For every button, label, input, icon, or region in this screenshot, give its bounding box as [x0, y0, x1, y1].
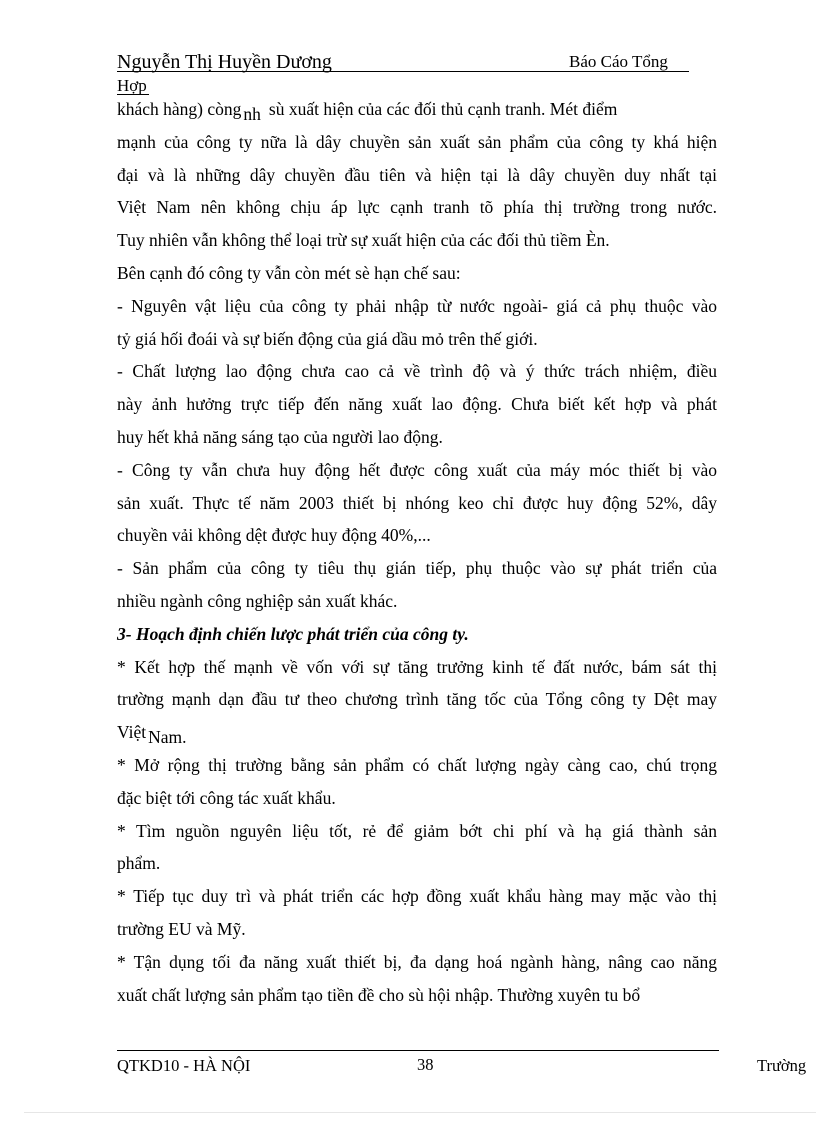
body-line: [117, 93, 717, 126]
body-line-part: sù xuất hiện của các đối thủ cạnh tranh. Mét điểm: [268, 99, 618, 119]
body-line-subscript: Nam.: [148, 727, 187, 748]
footer-right: Trường: [757, 1056, 807, 1075]
body-line: nhiều ngành công nghiệp sản xuất khác.: [117, 590, 398, 611]
body-line: * Tìm nguồn nguyên liệu tốt, rẻ để giảm bớt chi phí và hạ giá thành sản: [117, 820, 717, 841]
body-line-part: Việt: [117, 722, 147, 743]
body-line-part: khách hàng) còng: [117, 99, 242, 119]
body-line: Tuy nhiên vẫn không thể loại trừ sự xuất hiện của các đối thủ tiềm Èn.: [117, 230, 610, 251]
page-number: 38: [417, 1055, 434, 1074]
body-line: đặc biệt tới công tác xuất khẩu.: [117, 787, 336, 808]
header-rule: [117, 71, 689, 72]
body-line: phẩm.: [117, 853, 161, 874]
body-line: tỷ giá hối đoái và sự biến động của giá dầu mỏ trên thế giới.: [117, 328, 538, 349]
header-title-continuation: Hợp: [117, 76, 147, 95]
body-line: * Tiếp tục duy trì và phát triển các hợp đồng xuất khẩu hàng may mặc vào thị: [117, 886, 717, 907]
body-text: [117, 93, 717, 1011]
body-line: * Kết hợp thế mạnh về vốn với sự tăng trưởng kinh tế đất nước, bám sát thị: [117, 656, 717, 677]
body-line: này ảnh hưởng trực tiếp đến năng xuất lao động. Chưa biết kết hợp và phát: [117, 394, 717, 415]
body-line: đại và là những dây chuyền đầu tiên và hiện tại là dây chuyền duy nhất tại: [117, 164, 717, 185]
body-line: Việt Nam nên không chịu áp lực cạnh tranh tõ phía thị trường trong nước.: [117, 197, 717, 218]
body-line: chuyền vải không dệt được huy động 40%,...: [117, 525, 431, 546]
body-line: mạnh của công ty nữa là dây chuyền sản xuất sản phẩm của công ty khá hiện: [117, 131, 717, 152]
footer-left: QTKD10 - HÀ NỘI: [117, 1056, 251, 1075]
page-bottom-divider: [24, 1112, 816, 1113]
header-author: Nguyễn Thị Huyền Dương: [117, 51, 332, 73]
body-line: - Công ty vẫn chưa huy động hết được công xuất của máy móc thiết bị vào: [117, 459, 717, 480]
body-line: * Tận dụng tối đa năng xuất thiết bị, đa dạng hoá ngành hàng, nâng cao năng: [117, 951, 717, 972]
body-line: trường mạnh dạn đầu tư theo chương trình tăng tốc của Tổng công ty Dệt may: [117, 689, 717, 710]
body-line: sản xuất. Thực tế năm 2003 thiết bị nhóng keo chỉ được huy động 52%, dây: [117, 492, 717, 513]
body-line: - Chất lượng lao động chưa cao cả về trình độ và ý thức trách nhiệm, điều: [117, 361, 717, 382]
footer-rule: [117, 1050, 719, 1051]
body-line-subscript: nh: [243, 104, 261, 124]
body-line: xuất chất lượng sản phẩm tạo tiền đề cho sù hội nhập. Thường xuyên tu bổ: [117, 984, 641, 1005]
body-line: trường EU và Mỹ.: [117, 918, 246, 939]
body-line: - Nguyên vật liệu của công ty phải nhập từ nước ngoài- giá cả phụ thuộc vào: [117, 295, 717, 316]
body-line: [117, 716, 717, 749]
body-line: Bên cạnh đó công ty vẫn còn mét sè hạn chế sau:: [117, 262, 461, 283]
section-heading: 3- Hoạch định chiến lược phát triển của công ty.: [117, 623, 469, 644]
header-title: Báo Cáo Tổng: [569, 52, 668, 71]
body-line: huy hết khả năng sáng tạo của người lao động.: [117, 426, 443, 447]
body-line: - Sản phẩm của công ty tiêu thụ gián tiếp, phụ thuộc vào sự phát triển của: [117, 558, 717, 579]
body-line: * Mở rộng thị trường bằng sản phẩm có chất lượng ngày càng cao, chú trọng: [117, 754, 717, 775]
